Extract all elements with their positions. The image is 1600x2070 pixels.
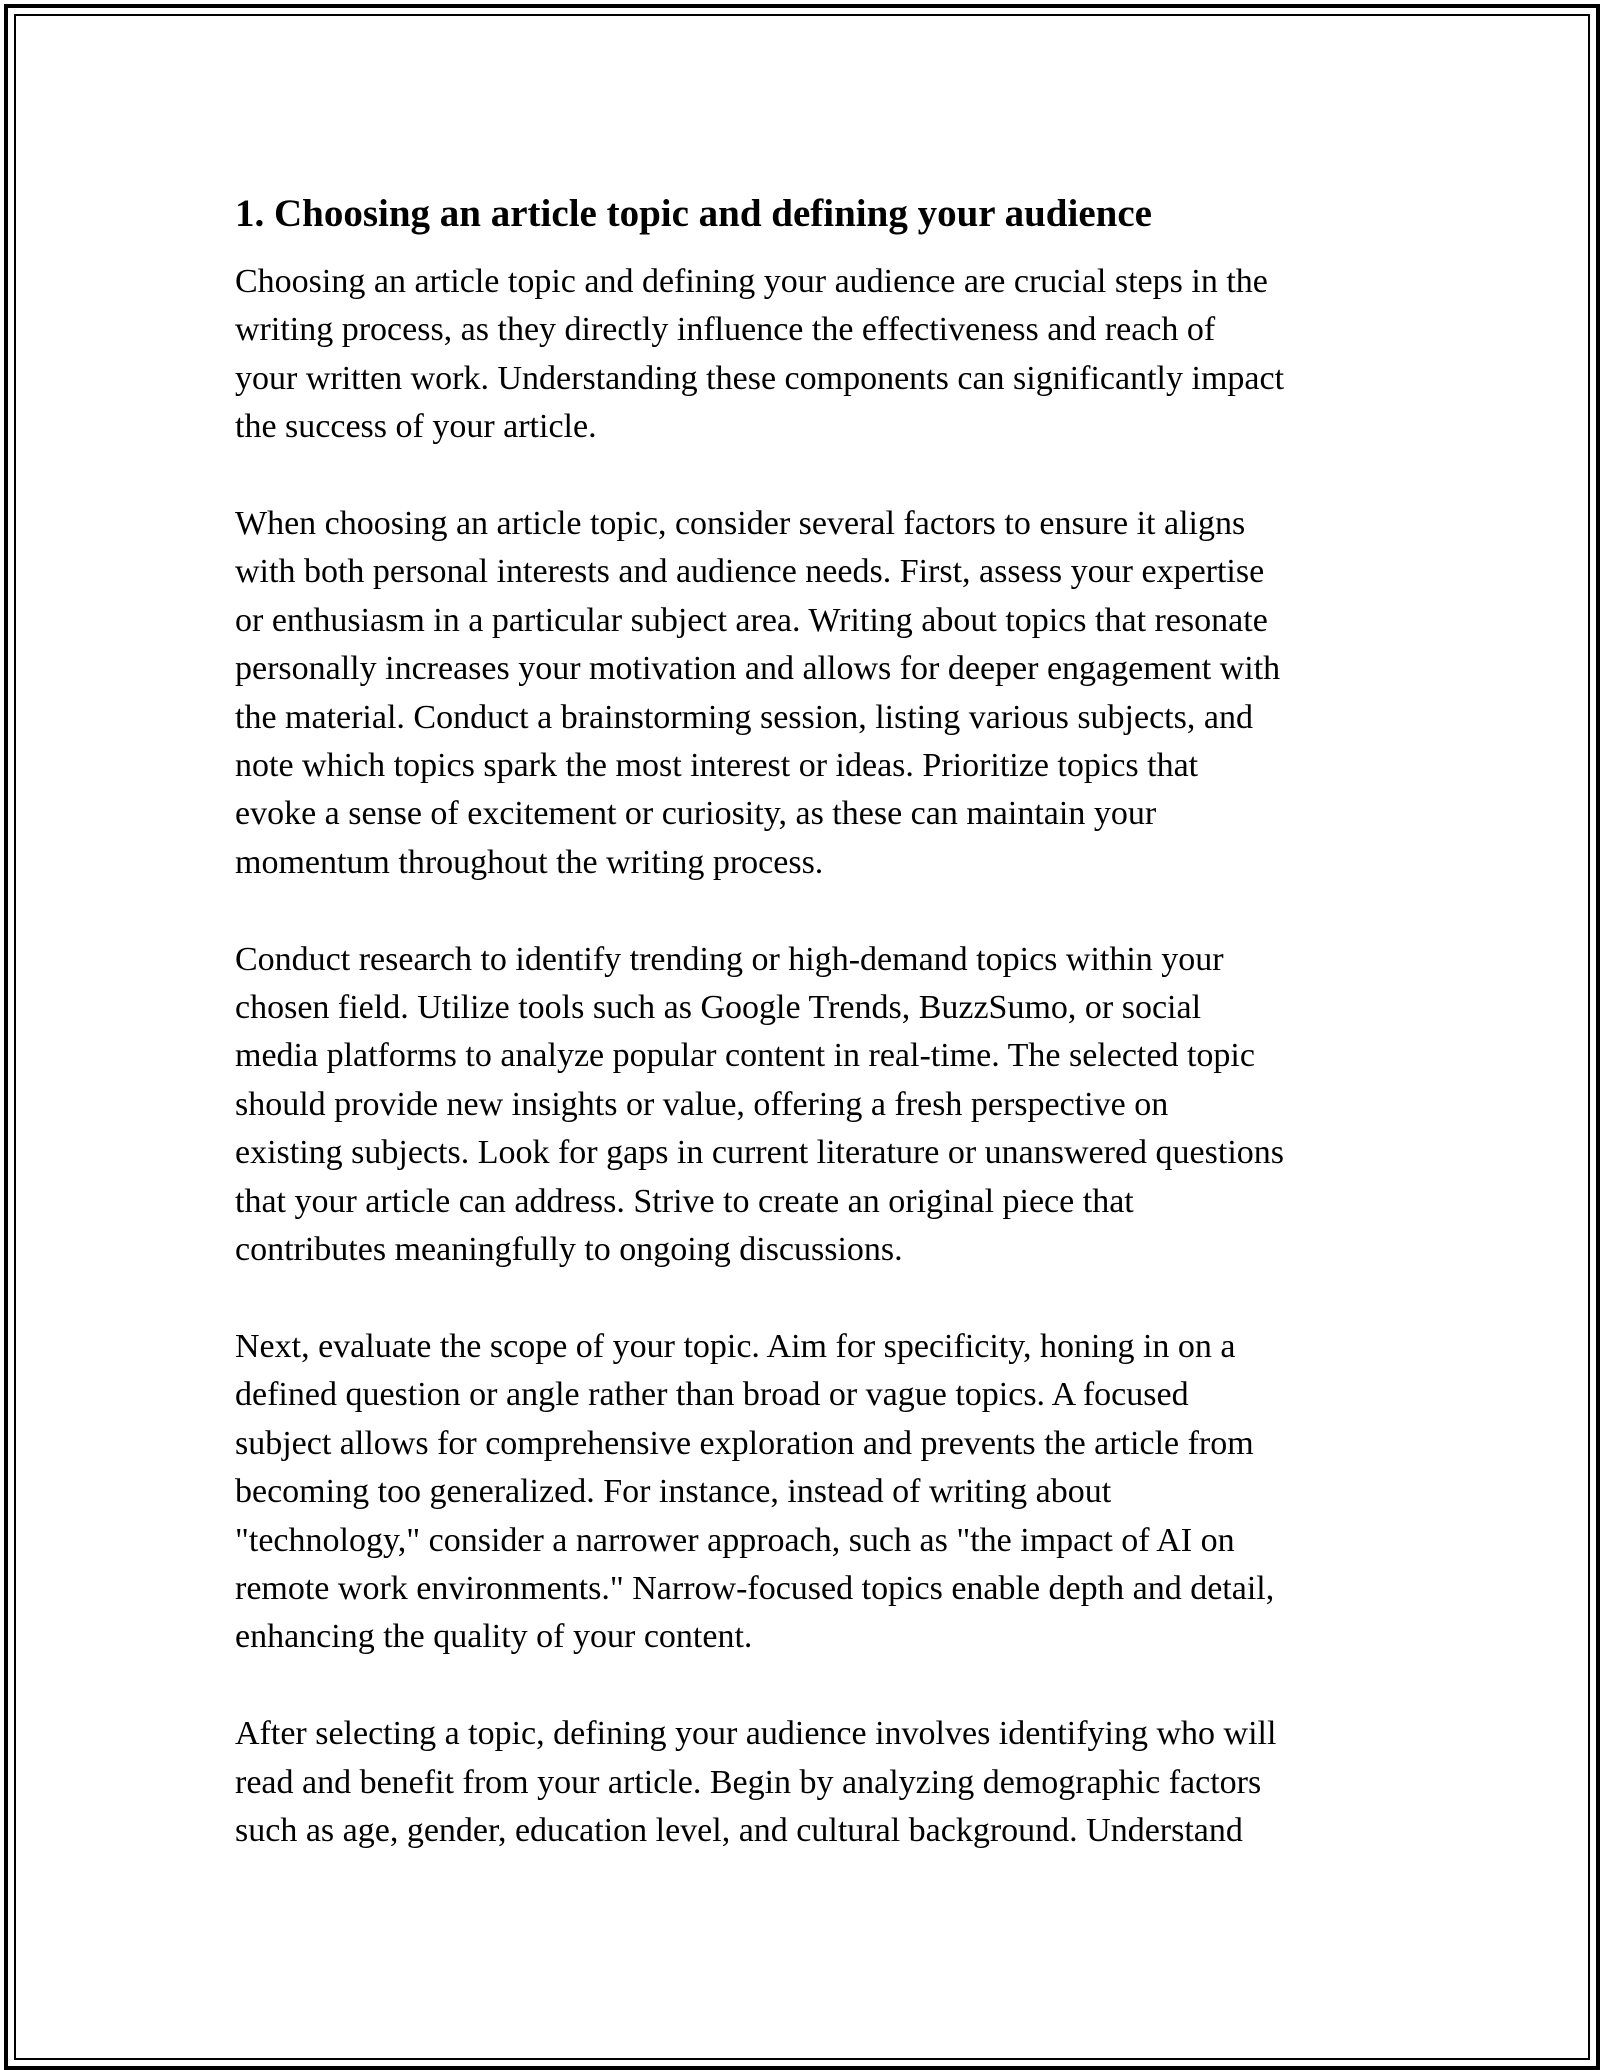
paragraph-4 <box>235 1323 1375 1662</box>
paragraph-line: "technology," consider a narrower approach, such as "the impact of AI on <box>235 1521 1235 1559</box>
paragraph-line: Choosing an article topic and defining your audience are crucial steps in the <box>235 263 1268 300</box>
paragraph-line: Conduct research to identify trending or high-demand topics within your <box>235 940 1224 978</box>
paragraph-line: subject allows for comprehensive exploration and prevents the article from <box>235 1424 1254 1462</box>
paragraph-line: your written work. Understanding these components can significantly impact <box>235 359 1285 397</box>
paragraph-line: chosen field. Utilize tools such as Google Trends, BuzzSumo, or social <box>235 989 1202 1027</box>
paragraph-line: Next, evaluate the scope of your topic. Aim for specificity, honing in on a <box>235 1327 1236 1365</box>
paragraph-line: evoke a sense of excitement or curiosity, as these can maintain your <box>235 795 1157 833</box>
paragraph-line: or enthusiasm in a particular subject area. Writing about topics that resonate <box>235 601 1268 639</box>
paragraph-line: contributes meaningfully to ongoing discussions. <box>235 1231 903 1269</box>
paragraph-line: the material. Conduct a brainstorming session, listing various subjects, and <box>235 698 1253 736</box>
paragraph-line: that your article can address. Strive to create an original piece that <box>235 1182 1134 1220</box>
paragraph-line: read and benefit from your article. Begin by analyzing demographic factors <box>235 1763 1262 1801</box>
section-heading: 1. Choosing an article topic and defining your audience <box>235 192 1152 235</box>
paragraph-2 <box>235 500 1375 887</box>
paragraph-3 <box>235 936 1375 1275</box>
paragraph-line: writing process, as they directly influence the effectiveness and reach of <box>235 311 1216 349</box>
paragraph-line: When choosing an article topic, consider several factors to ensure it aligns <box>235 505 1246 543</box>
paragraph-line: note which topics spark the most interest or ideas. Prioritize topics that <box>235 747 1199 785</box>
paragraph-line: the success of your article. <box>235 408 597 446</box>
paragraph-line: remote work environments." Narrow-focused topics enable depth and detail, <box>235 1569 1275 1607</box>
paragraph-line: media platforms to analyze popular content in real-time. The selected topic <box>235 1037 1255 1075</box>
document-body <box>235 188 1375 1904</box>
paragraph-line: momentum throughout the writing process. <box>235 843 824 881</box>
paragraph-line: existing subjects. Look for gaps in current literature or unanswered questions <box>235 1134 1285 1172</box>
paragraph-line: After selecting a topic, defining your audience involves identifying who will <box>235 1715 1277 1753</box>
paragraph-line: such as age, gender, education level, and cultural background. Understand <box>235 1811 1243 1849</box>
paragraph-line: with both personal interests and audience needs. First, assess your expertise <box>235 553 1265 591</box>
paragraph-line: defined question or angle rather than broad or vague topics. A focused <box>235 1376 1189 1414</box>
paragraph-line: personally increases your motivation and allows for deeper engagement with <box>235 650 1281 688</box>
paragraph-line: enhancing the quality of your content. <box>235 1618 753 1656</box>
paragraph-line: should provide new insights or value, offering a fresh perspective on <box>235 1085 1169 1123</box>
paragraph-line: becoming too generalized. For instance, instead of writing about <box>235 1473 1112 1511</box>
paragraph-1 <box>235 258 1375 452</box>
paragraph-5 <box>235 1710 1375 1855</box>
